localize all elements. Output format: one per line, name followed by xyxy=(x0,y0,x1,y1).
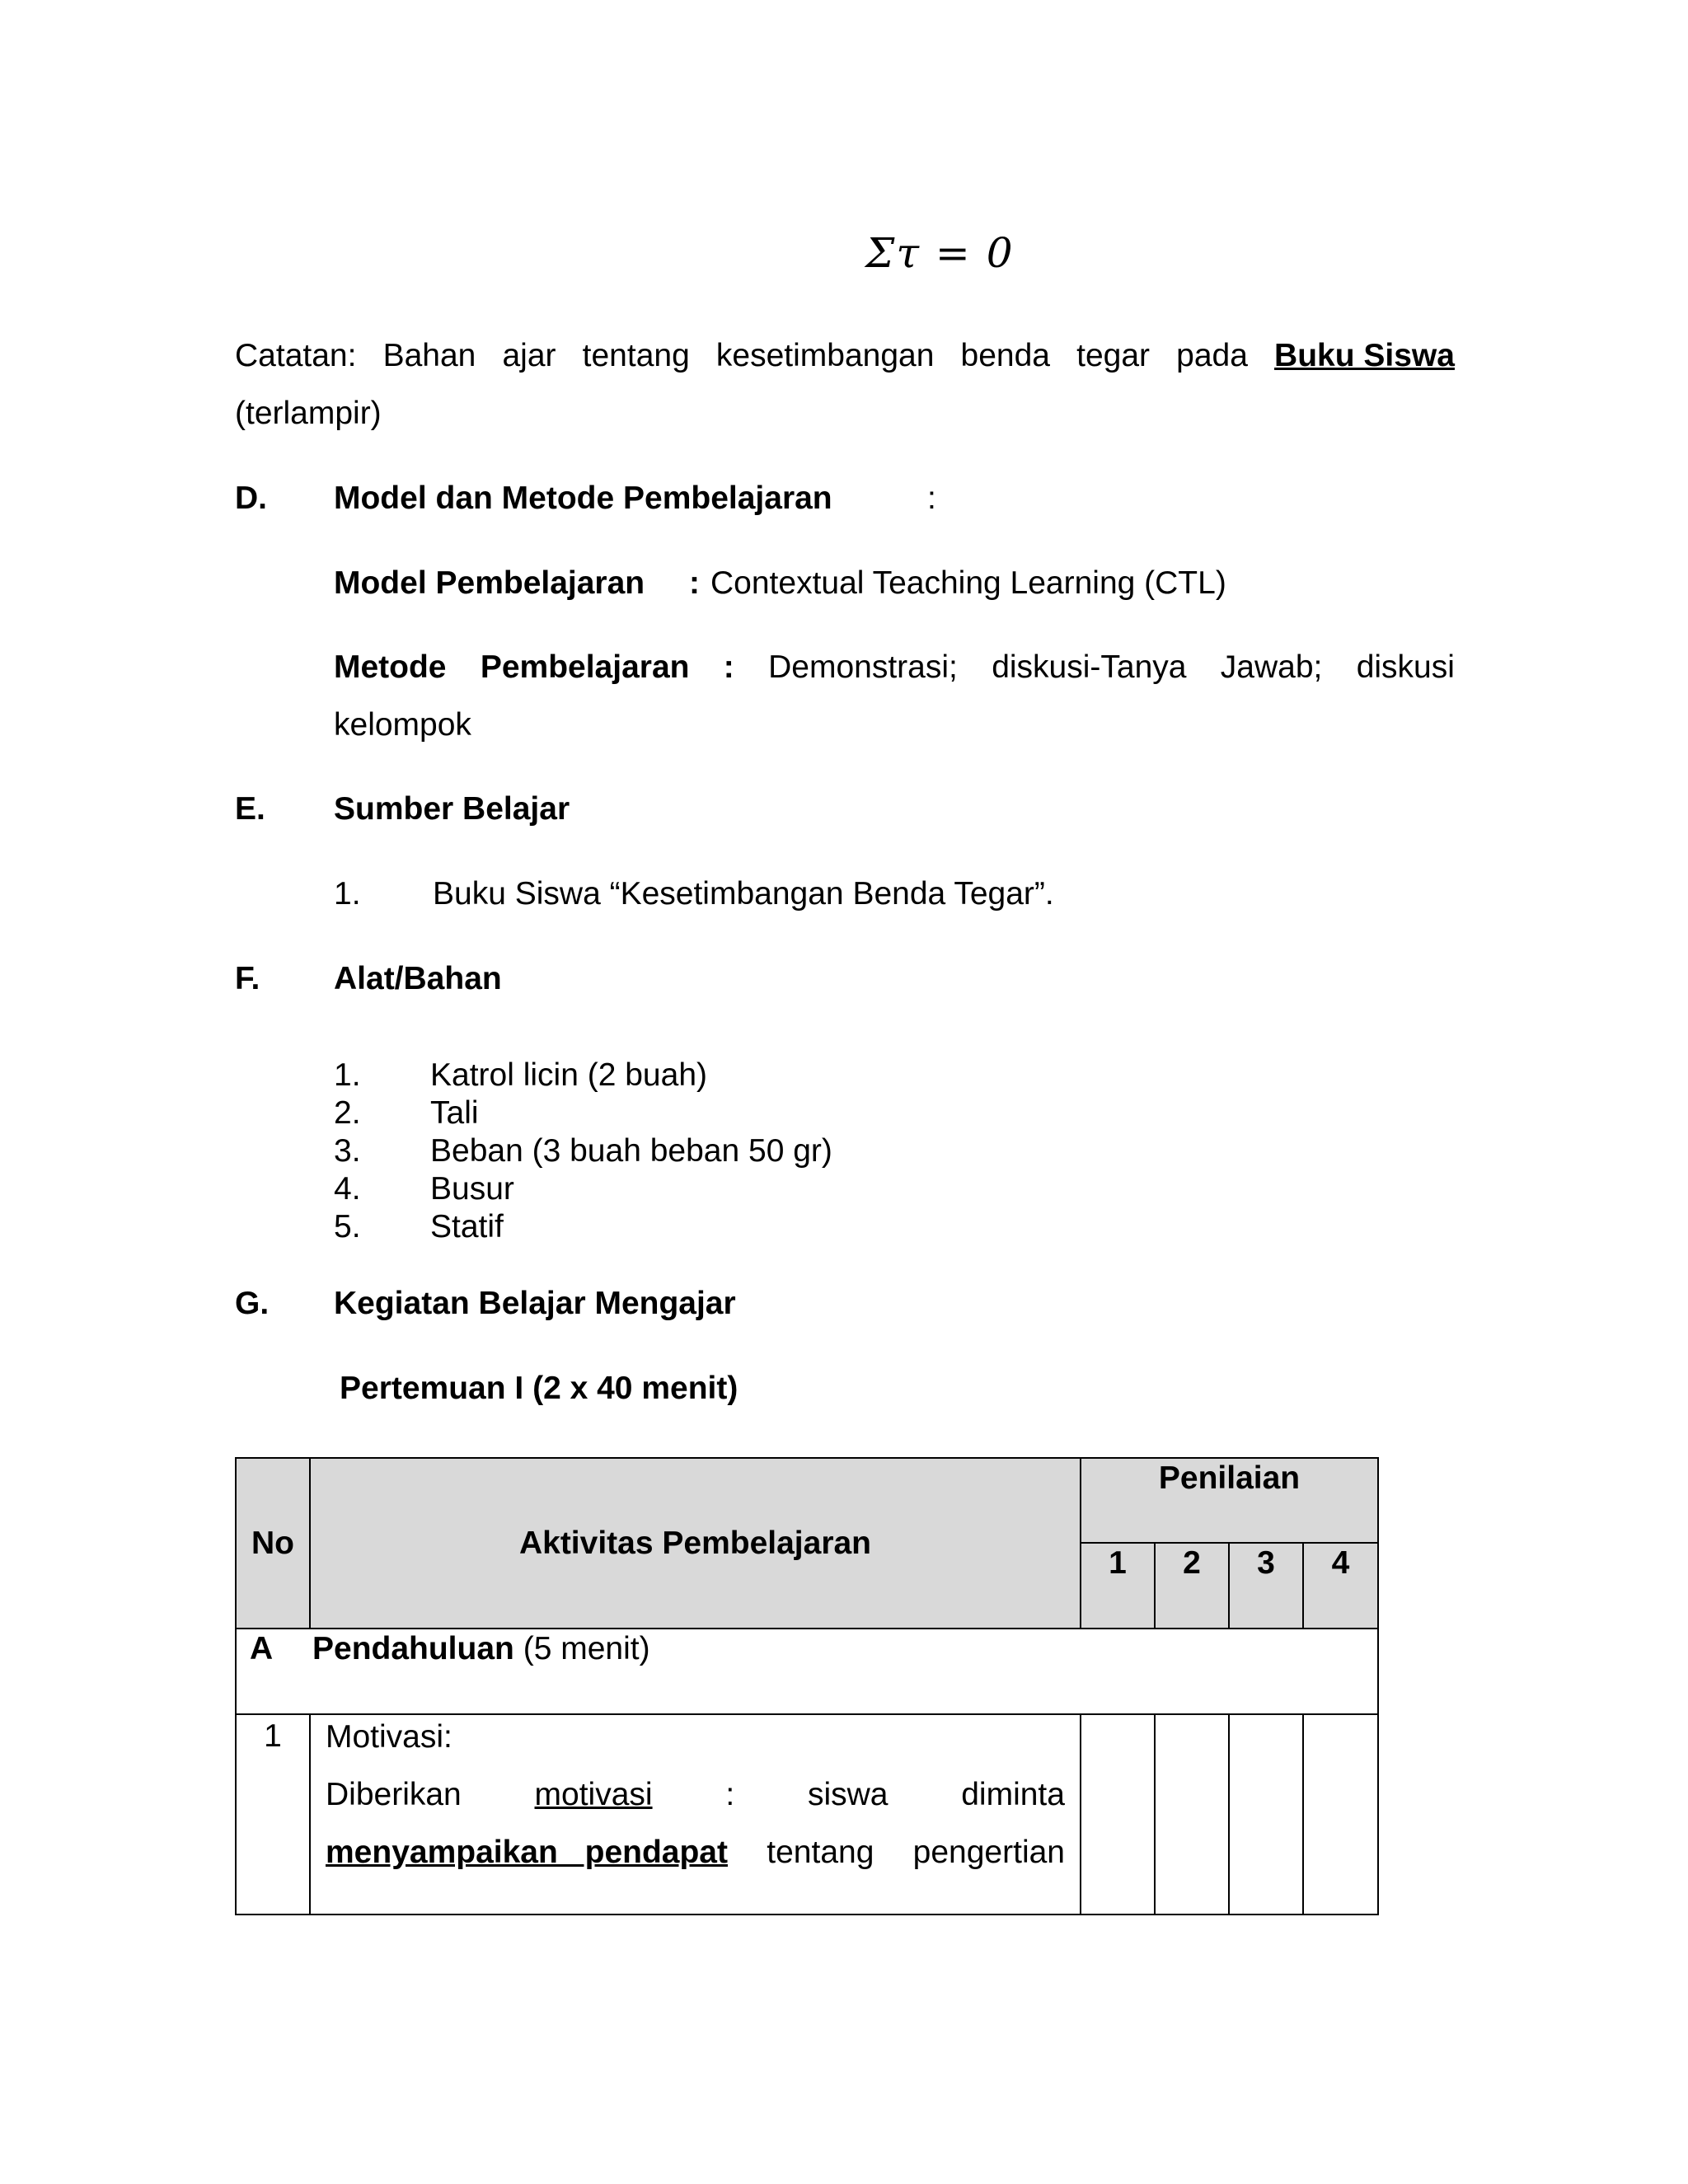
tool-item-text: Beban (3 buah beban 50 gr) xyxy=(430,1133,832,1169)
source-item-number: 1. xyxy=(334,876,361,912)
activity-word-underlined: motivasi xyxy=(534,1777,653,1812)
row-number: 1 xyxy=(236,1714,310,1915)
tool-item-number: 5. xyxy=(334,1209,361,1244)
header-no: No xyxy=(236,1458,310,1629)
activity-word: siswa xyxy=(807,1777,889,1812)
header-score-col: 1 xyxy=(1081,1543,1155,1629)
activity-word: : xyxy=(725,1777,735,1812)
score-cell xyxy=(1155,1714,1229,1915)
section-g-letter: G. xyxy=(235,1286,270,1321)
activity-emphasis: menyampaikan pendapat xyxy=(326,1835,728,1870)
method-word: diskusi xyxy=(1356,649,1455,685)
tool-item-number: 1. xyxy=(334,1057,361,1093)
section-e-letter: E. xyxy=(235,791,265,827)
note-word: benda xyxy=(960,338,1050,373)
activity-word: pengertian xyxy=(912,1835,1065,1870)
tool-item-number: 2. xyxy=(334,1095,361,1131)
section-d-colon: : xyxy=(927,480,936,516)
model-value: Contextual Teaching Learning (CTL) xyxy=(710,565,1226,601)
tool-item-number: 4. xyxy=(334,1171,361,1207)
tool-item-text: Katrol licin (2 buah) xyxy=(430,1057,707,1093)
section-f-title: Alat/Bahan xyxy=(334,961,502,996)
motivation-line-1 xyxy=(326,1776,1065,1814)
section-a-title: Pendahuluan xyxy=(312,1631,514,1666)
activity-word: tentang xyxy=(767,1835,874,1870)
source-item-text: Buku Siswa “Kesetimbangan Benda Tegar”. xyxy=(433,876,1054,912)
method-word: Metode xyxy=(334,649,447,685)
note-word: Catatan: xyxy=(235,338,357,373)
method-line-1 xyxy=(334,649,1455,686)
header-score-col: 3 xyxy=(1229,1543,1303,1629)
section-e-title: Sumber Belajar xyxy=(334,791,570,827)
section-d-letter: D. xyxy=(235,480,267,516)
note-word: ajar xyxy=(502,338,556,373)
tool-item-text: Tali xyxy=(430,1095,479,1131)
row-activity xyxy=(310,1714,1081,1915)
motivation-heading: Motivasi: xyxy=(326,1719,452,1755)
section-g-title: Kegiatan Belajar Mengajar xyxy=(334,1286,736,1321)
tool-item-text: Statif xyxy=(430,1209,504,1244)
model-colon: : xyxy=(689,565,700,601)
section-d-title: Model dan Metode Pembelajaran xyxy=(334,480,832,516)
method-word: Demonstrasi; xyxy=(768,649,958,685)
method-word: diskusi-Tanya xyxy=(992,649,1187,685)
meeting-subtitle: Pertemuan I (2 x 40 menit) xyxy=(340,1371,738,1406)
note-word: tentang xyxy=(582,338,690,373)
motivation-line-2 xyxy=(326,1834,1065,1872)
score-cell xyxy=(1081,1714,1155,1915)
header-score-col: 2 xyxy=(1155,1543,1229,1629)
method-colon: : xyxy=(723,649,734,685)
method-word: Pembelajaran xyxy=(480,649,690,685)
activity-word: Diberikan xyxy=(326,1777,462,1812)
note-word: pada xyxy=(1176,338,1248,373)
note-word: Bahan xyxy=(382,338,476,373)
formula: Στ = 0 xyxy=(865,229,1015,277)
score-cell xyxy=(1303,1714,1378,1915)
section-a-row xyxy=(236,1629,1378,1714)
activity-word: diminta xyxy=(961,1777,1065,1812)
model-label: Model Pembelajaran xyxy=(334,565,645,601)
note-line-1 xyxy=(235,338,1455,374)
method-line-2: kelompok xyxy=(334,707,471,743)
section-a-duration: (5 menit) xyxy=(523,1631,650,1666)
score-cell xyxy=(1229,1714,1303,1915)
tool-item-number: 3. xyxy=(334,1133,361,1169)
activity-table xyxy=(235,1457,1379,1915)
note-line-2: (terlampir) xyxy=(235,396,382,431)
method-word: Jawab; xyxy=(1220,649,1323,685)
section-a-letter: A xyxy=(250,1631,274,1666)
tool-item-text: Busur xyxy=(430,1171,514,1207)
buku-siswa-reference: Buku Siswa xyxy=(1274,338,1455,373)
section-f-letter: F. xyxy=(235,961,260,996)
note-word: kesetimbangan xyxy=(715,338,935,373)
header-activity: Aktivitas Pembelajaran xyxy=(310,1458,1081,1629)
header-assessment: Penilaian xyxy=(1081,1458,1378,1543)
header-score-col: 4 xyxy=(1303,1543,1378,1629)
note-word: tegar xyxy=(1076,338,1151,373)
